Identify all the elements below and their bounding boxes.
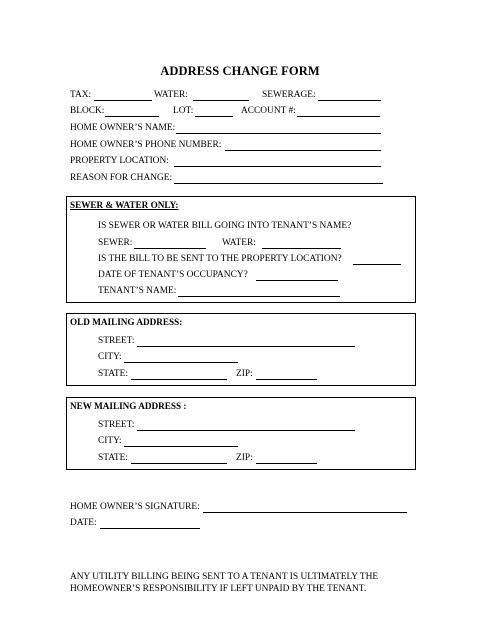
tenant-name-label: TENANT’S NAME: [98,286,177,296]
property-location-label: PROPERTY LOCATION: [70,156,169,166]
occupancy-date-field[interactable] [256,280,338,281]
lot-label: LOT: [173,106,194,116]
sewer-field[interactable] [134,248,206,249]
sewer-label: SEWER: [98,238,133,248]
footer-line-1: ANY UTILITY BILLING BEING SENT TO A TENANT IS ULTIMATELY THE [70,572,379,582]
new-zip-field[interactable] [256,463,317,464]
account-label: ACCOUNT #: [241,106,296,116]
home-owner-name-label: HOME OWNER’S NAME: [70,123,176,133]
property-question: IS THE BILL TO BE SENT TO THE PROPERTY LOCATION? [98,254,342,264]
tenant-name-field[interactable] [178,296,340,297]
old-mailing-title: OLD MAILING ADDRESS: [70,317,183,327]
new-state-field[interactable] [131,463,227,464]
lot-field[interactable] [195,116,233,117]
old-state-field[interactable] [131,379,227,380]
old-city-field[interactable] [124,362,238,363]
new-street-label: STREET: [98,420,135,430]
new-state-label: STATE: [98,453,128,463]
block-field[interactable] [105,116,159,117]
old-zip-label: ZIP: [236,369,253,379]
water-field-2[interactable] [262,248,341,249]
new-city-label: CITY: [98,436,122,446]
old-state-label: STATE: [98,369,128,379]
tax-field[interactable] [94,100,152,101]
tax-label: TAX: [70,90,92,100]
block-label: BLOCK: [70,106,105,116]
water-label: WATER: [154,90,188,100]
occupancy-date-label: DATE OF TENANT’S OCCUPANCY? [98,270,248,280]
water-label-2: WATER: [222,238,256,248]
old-city-label: CITY: [98,352,122,362]
sewer-water-title: SEWER & WATER ONLY: [70,200,179,210]
sewerage-label: SEWERAGE: [262,90,316,100]
new-street-field[interactable] [137,430,355,431]
form-title: ADDRESS CHANGE FORM [160,64,320,78]
tenant-question: IS SEWER OR WATER BILL GOING INTO TENANT’S NAME? [98,221,352,231]
property-question-field[interactable] [353,264,401,265]
new-mailing-title: NEW MAILING ADDRESS : [70,401,187,411]
water-field[interactable] [193,100,249,101]
date-label: DATE: [70,518,97,528]
old-street-field[interactable] [137,346,355,347]
footer-notice [70,571,378,595]
home-owner-name-field[interactable] [176,133,381,134]
old-zip-field[interactable] [256,379,317,380]
date-field[interactable] [100,528,200,529]
old-street-label: STREET: [98,336,135,346]
property-location-field[interactable] [174,166,381,167]
reason-for-change-label: REASON FOR CHANGE: [70,173,173,183]
reason-for-change-field[interactable] [174,183,383,184]
signature-field[interactable] [203,512,407,513]
new-zip-label: ZIP: [236,453,253,463]
home-owner-phone-field[interactable] [225,150,381,151]
new-city-field[interactable] [124,446,238,447]
account-field[interactable] [297,116,380,117]
footer-line-2: HOMEOWNER’S RESPONSIBILITY IF LEFT UNPAID BY THE TENANT. [70,584,367,594]
sewerage-field[interactable] [318,100,381,101]
home-owner-phone-label: HOME OWNER’S PHONE NUMBER: [70,140,222,150]
signature-label: HOME OWNER’S SIGNATURE: [70,502,200,512]
